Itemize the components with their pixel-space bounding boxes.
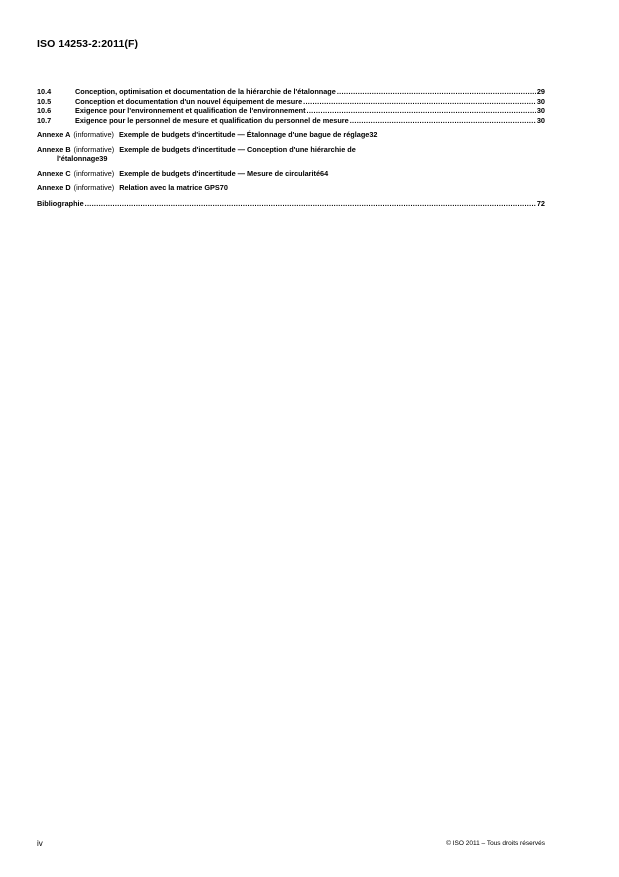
toc-annex-entry[interactable] bbox=[37, 130, 545, 140]
annex-title: Exemple de budgets d'incertitude — Conception d'une hiérarchie de bbox=[119, 144, 356, 154]
toc-annex-entry[interactable] bbox=[37, 145, 545, 164]
toc-entry-number: 10.6 bbox=[37, 106, 52, 115]
bibliography-page: 72 bbox=[536, 198, 545, 208]
annex-type: (informative) bbox=[73, 168, 115, 178]
toc-annex-entry[interactable] bbox=[37, 169, 545, 179]
annex-title: Relation avec la matrice GPS bbox=[119, 183, 220, 192]
toc-entry-title: Conception et documentation d'un nouvel équipement de mesure bbox=[75, 96, 303, 106]
annex-page: 64 bbox=[320, 168, 329, 178]
dot-leader bbox=[350, 116, 536, 126]
annex-label: Annexe A bbox=[37, 130, 71, 139]
annex-title: Exemple de budgets d'incertitude — Mesure de circularité bbox=[119, 168, 321, 178]
table-of-contents bbox=[37, 87, 545, 208]
annex-type: (informative) bbox=[73, 130, 114, 139]
toc-entry[interactable] bbox=[37, 106, 545, 116]
toc-entry-number: 10.5 bbox=[37, 96, 52, 106]
annex-page: 32 bbox=[369, 130, 378, 139]
toc-entry-title: Conception, optimisation et documentation de la hiérarchie de l'étalonnage bbox=[75, 87, 336, 96]
dot-leader bbox=[85, 199, 536, 209]
toc-entry-title: Exigence pour l'environnement et qualification de l'environnement bbox=[75, 106, 306, 115]
dot-leader bbox=[337, 87, 536, 97]
toc-entry-title: Exigence pour le personnel de mesure et qualification du personnel de mesure bbox=[75, 115, 349, 125]
page-number: iv bbox=[37, 839, 43, 848]
toc-entry-number: 10.7 bbox=[37, 115, 52, 125]
toc-entry[interactable] bbox=[37, 97, 545, 107]
annex-label: Annexe B bbox=[37, 144, 71, 154]
toc-entry-page: 30 bbox=[536, 106, 545, 115]
annex-type: (informative) bbox=[73, 183, 115, 192]
toc-entry-number: 10.4 bbox=[37, 87, 52, 96]
copyright-notice: © ISO 2011 – Tous droits réservés bbox=[446, 840, 545, 847]
bibliography-title: Bibliographie bbox=[37, 198, 84, 208]
dot-leader bbox=[307, 106, 536, 116]
annex-title-continued: l'étalonnage bbox=[57, 154, 100, 163]
dot-leader bbox=[303, 97, 536, 107]
document-identifier: ISO 14253-2:2011(F) bbox=[37, 38, 139, 50]
toc-entry-page: 29 bbox=[536, 87, 545, 96]
annex-title: Exemple de budgets d'incertitude — Étalonnage d'une bague de réglage bbox=[118, 130, 370, 139]
toc-entry-page: 30 bbox=[536, 115, 545, 125]
annex-label: Annexe D bbox=[37, 183, 71, 192]
toc-entry[interactable] bbox=[37, 87, 545, 97]
toc-entry-page: 30 bbox=[536, 96, 545, 106]
toc-entry[interactable] bbox=[37, 116, 545, 126]
annex-page: 70 bbox=[219, 183, 228, 192]
toc-annex-entry[interactable] bbox=[37, 183, 545, 193]
annex-page: 39 bbox=[99, 154, 108, 163]
toc-bibliography-entry[interactable] bbox=[37, 199, 545, 209]
annex-type: (informative) bbox=[73, 144, 115, 154]
annex-label: Annexe C bbox=[37, 168, 71, 178]
